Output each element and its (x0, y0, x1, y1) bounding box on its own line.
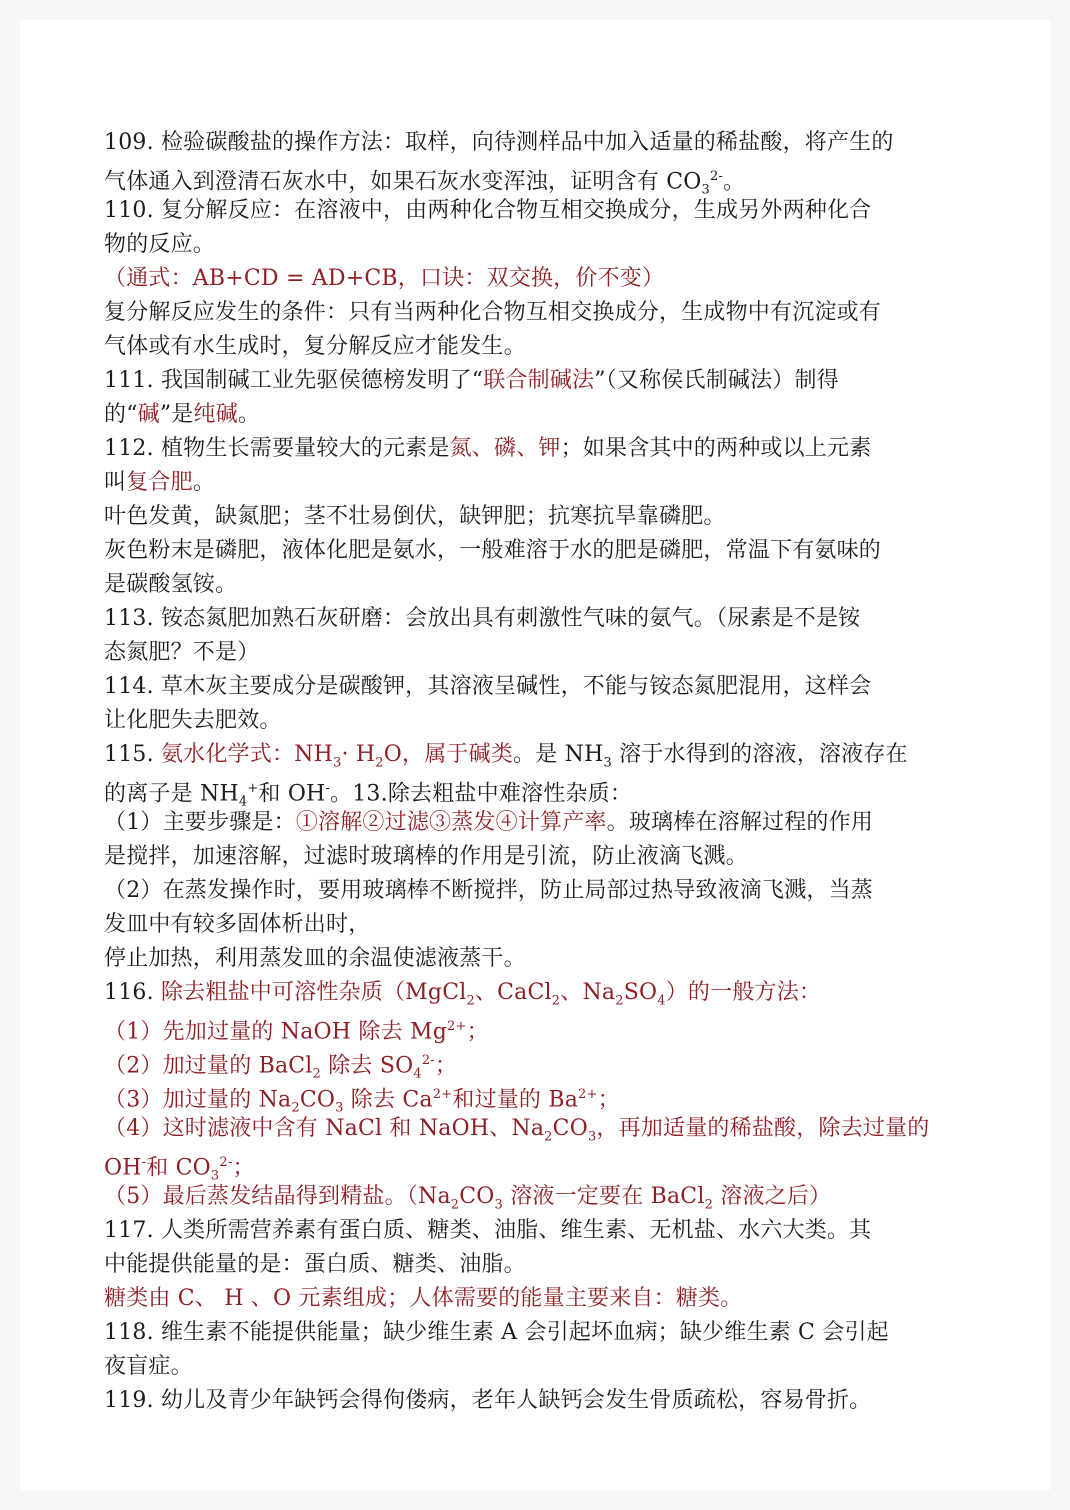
text-line (104, 194, 984, 228)
highlighted-text: O，属于碱类 (383, 742, 514, 767)
highlighted-text: - (141, 1155, 147, 1170)
text-run: 。是 NH (513, 742, 604, 767)
highlighted-text: ； (597, 1087, 620, 1113)
text-line (104, 296, 984, 330)
highlighted-text: ①溶解②过滤③蒸发④计算产率 (295, 810, 607, 835)
text-run: 109. 检验碳酸盐的操作方法：取样，向待测样品中加入适量的稀盐酸，将产生的 (104, 130, 894, 155)
highlighted-text: ）的一般方法： (665, 980, 822, 1005)
text-run: 复分解反应发生的条件：只有当两种化合物互相交换成分，生成物中有沉淀或有 (104, 300, 882, 325)
text-run: ”（又称侯氏制碱法）制得 (594, 368, 839, 393)
text-line (104, 160, 984, 198)
highlighted-text: 除去 Ca (343, 1087, 433, 1113)
text-line (104, 1112, 984, 1146)
text-line (104, 1044, 984, 1082)
highlighted-text: 3 (587, 1129, 597, 1145)
text-line (104, 670, 984, 704)
text-line (104, 976, 984, 1010)
highlighted-text: 3 (333, 755, 342, 771)
text-run: （2）在蒸发操作时，要用玻璃棒不断搅拌，防止局部过热导致液滴飞溅，当蒸 (104, 878, 873, 903)
highlighted-text: ； (434, 1053, 458, 1079)
text-run: 的离子是 NH (104, 781, 239, 807)
text-line (104, 806, 984, 840)
highlighted-text: （3）加过量的 Na (104, 1087, 292, 1113)
document-page (20, 20, 1050, 1490)
text-line (104, 840, 984, 874)
text-line (104, 1282, 984, 1316)
text-line (104, 942, 984, 976)
highlighted-text: 2- (219, 1155, 233, 1170)
highlighted-text: ； (232, 1155, 255, 1181)
text-line (104, 874, 984, 908)
highlighted-text: 、Na (560, 980, 616, 1005)
text-line (104, 262, 984, 296)
text-run: - (325, 781, 331, 796)
text-run: 和 OH (258, 781, 326, 807)
highlighted-text: 4 (657, 993, 666, 1009)
text-line (104, 1350, 984, 1384)
text-line (104, 738, 984, 772)
highlighted-text: 3 (335, 1100, 344, 1116)
highlighted-text: 2 (375, 755, 384, 771)
highlighted-text: 溶液之后） (713, 1184, 832, 1209)
highlighted-text: 和 CO (146, 1155, 211, 1181)
highlighted-text: （通式：AB+CD = AD+CB，口诀：双交换，价不变） (104, 266, 665, 291)
text-run: 115. (104, 742, 161, 767)
highlighted-text: （1）先加过量的 NaOH 除去 Mg (104, 1019, 447, 1045)
text-line (104, 1214, 984, 1248)
highlighted-text: 2 (312, 1066, 322, 1082)
text-run: 118. 维生素不能提供能量；缺少维生素 A 会引起坏血病；缺少维生素 C 会引起 (104, 1320, 889, 1345)
text-line (104, 126, 984, 160)
highlighted-text: 2 (615, 993, 624, 1009)
highlighted-text: 4 (413, 1066, 422, 1082)
text-run: 117. 人类所需营养素有蛋白质、糖类、油脂、维生素、无机盐、水六大类。其 (104, 1218, 872, 1243)
text-line (104, 364, 984, 398)
text-run: 。 (237, 402, 261, 427)
text-line (104, 568, 984, 602)
text-run: 111. 我国制碱工业先驱侯德榜发明了“ (104, 368, 484, 393)
text-run: 气体通入到澄清石灰水中，如果石灰水变浑浊，证明含有 CO (104, 169, 702, 195)
text-run: 。13.除去粗盐中难溶性杂质： (330, 781, 633, 807)
highlighted-text: 氨水化学式：NH (160, 742, 334, 767)
text-line (104, 602, 984, 636)
text-run: 是碳酸氢铵。 (104, 572, 238, 597)
text-run: ”是 (159, 402, 194, 427)
highlighted-text: 联合制碱法 (483, 368, 595, 393)
text-line (104, 1078, 984, 1116)
text-run: 119. 幼儿及青少年缺钙会得佝偻病，老年人缺钙会发生骨质疏松，容易骨折。 (104, 1388, 872, 1413)
text-line (104, 398, 984, 432)
highlighted-text: CO (459, 1184, 495, 1209)
document-text (104, 126, 984, 1418)
highlighted-text: 碱 (137, 402, 160, 427)
text-run: 叫 (104, 470, 127, 495)
highlighted-text: ； (466, 1019, 489, 1045)
highlighted-text: 2+ (446, 1019, 467, 1034)
text-run: 3 (603, 755, 612, 771)
highlighted-text: （5）最后蒸发结晶得到精盐。（Na (104, 1184, 451, 1209)
text-run: + (247, 781, 259, 796)
text-line (104, 1010, 984, 1044)
text-run: 的“ (104, 402, 138, 427)
highlighted-text: CO (552, 1116, 588, 1141)
text-run: 。 (723, 169, 746, 195)
text-run: 112. 植物生长需要量较大的元素是 (104, 436, 450, 461)
highlighted-text: 2 (291, 1100, 300, 1116)
text-run: 中能提供能量的是：蛋白质、糖类、油脂。 (104, 1252, 526, 1277)
highlighted-text: 除去粗盐中可溶性杂质（MgCl (160, 980, 467, 1005)
highlighted-text: 2 (704, 1197, 714, 1213)
text-run: 溶于水得到的溶液，溶液存在 (611, 742, 908, 767)
text-run: 2- (709, 169, 724, 184)
highlighted-text: 2 (466, 993, 475, 1009)
highlighted-text: 复合肥 (126, 470, 193, 495)
highlighted-text: SO (623, 980, 658, 1005)
text-line (104, 1384, 984, 1418)
text-line (104, 228, 984, 262)
text-run: 3 (701, 182, 710, 198)
highlighted-text: 和过量的 Ba (452, 1087, 579, 1113)
text-line (104, 534, 984, 568)
highlighted-text: 2- (421, 1053, 435, 1068)
text-line (104, 1248, 984, 1282)
highlighted-text: 氮、磷、钾 (449, 436, 561, 461)
highlighted-text: 糖类由 C、 H 、O 元素组成；人体需要的能量主要来自：糖类。 (104, 1286, 743, 1311)
text-line (104, 1180, 984, 1214)
text-run: 。玻璃棒在溶解过程的作用 (606, 810, 874, 835)
text-line (104, 1146, 984, 1184)
text-run: 4 (238, 794, 248, 810)
text-run: 停止加热，利用蒸发皿的余温使滤液蒸干。 (104, 946, 526, 971)
text-run: 116. (104, 980, 161, 1005)
text-run: 。 (192, 470, 216, 495)
highlighted-text: 2 (450, 1197, 460, 1213)
highlighted-text: （4）这时滤液中含有 NaCl 和 NaOH、Na (104, 1116, 545, 1141)
text-run: 灰色粉末是磷肥，液体化肥是氨水，一般难溶于水的肥是磷肥，常温下有氨味的 (104, 538, 882, 563)
text-run: （1）主要步骤是： (104, 810, 296, 835)
text-line (104, 466, 984, 500)
text-run: 让化肥失去肥效。 (104, 708, 282, 733)
text-line (104, 500, 984, 534)
highlighted-text: 3 (494, 1197, 504, 1213)
highlighted-text: 2+ (432, 1087, 453, 1102)
highlighted-text: ，再加适量的稀盐酸，除去过量的 (596, 1116, 930, 1141)
text-line (104, 636, 984, 670)
text-line (104, 432, 984, 466)
highlighted-text: 、CaCl (474, 980, 552, 1005)
highlighted-text: 除去 SO (321, 1053, 414, 1079)
text-run: 110. 复分解反应：在溶液中，由两种化合物互相交换成分，生成另外两种化合 (104, 198, 872, 223)
highlighted-text: 3 (210, 1168, 220, 1184)
text-run: 物的反应。 (104, 232, 216, 257)
highlighted-text: 2+ (578, 1087, 598, 1102)
text-run: 113. 铵态氮肥加熟石灰研磨：会放出具有刺激性气味的氨气。（尿素是不是铵 (104, 606, 861, 631)
highlighted-text: CO (299, 1087, 336, 1113)
text-run: 叶色发黄，缺氮肥；茎不壮易倒伏，缺钾肥；抗寒抗旱靠磷肥。 (104, 504, 726, 529)
text-line (104, 772, 984, 810)
text-line (104, 908, 984, 942)
highlighted-text: 2 (551, 993, 561, 1009)
highlighted-text: 2 (544, 1129, 553, 1145)
highlighted-text: 纯碱 (193, 402, 238, 427)
text-line (104, 704, 984, 738)
text-run: 114. 草木灰主要成分是碳酸钾，其溶液呈碱性，不能与铵态氮肥混用，这样会 (104, 674, 872, 699)
text-run: 是搅拌，加速溶解，过滤时玻璃棒的作用是引流，防止液滴飞溅。 (104, 844, 748, 869)
text-run: 态氮肥？不是） (104, 640, 260, 665)
highlighted-text: OH (104, 1155, 142, 1181)
text-line (104, 1316, 984, 1350)
highlighted-text: （2）加过量的 BaCl (104, 1053, 313, 1079)
highlighted-text: 溶液一定要在 BaCl (503, 1184, 705, 1209)
text-run: ；如果含其中的两种或以上元素 (560, 436, 872, 461)
text-run: 气体或有水生成时，复分解反应才能发生。 (104, 334, 526, 359)
text-run: 发皿中有较多固体析出时， (104, 912, 371, 937)
highlighted-text: · H (341, 742, 376, 767)
text-run: 夜盲症。 (104, 1354, 193, 1379)
text-line (104, 330, 984, 364)
